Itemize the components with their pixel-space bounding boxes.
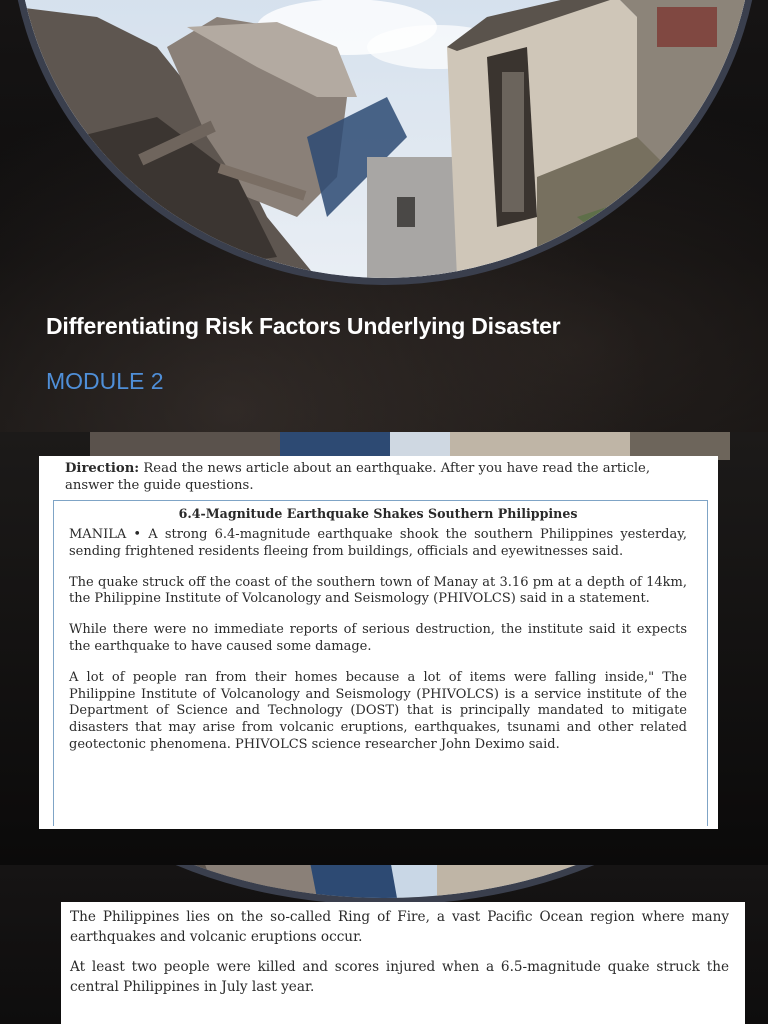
direction-text xyxy=(65,460,692,494)
article-paragraph: At least two people were killed and scores injured when a 6.5-magnitude quake struck the central Philippines in July last year. xyxy=(70,959,729,995)
direction-body: Read the news article about an earthquake. After you have read the article, answer the guide questions. xyxy=(65,461,651,493)
article-paragraph: The Philippines lies on the so-called Ring of Fire, a vast Pacific Ocean region where many earthquakes and volcanic eruptions occur. xyxy=(70,909,729,945)
article-document-continued xyxy=(61,902,745,1024)
article-paragraph: The quake struck off the coast of the southern town of Manay at 3.16 pm at a depth of 14km, the Philippine Institute of Volcanology and Seismology (PHIVOLCS) said in a statement. xyxy=(69,574,687,607)
article-document xyxy=(39,456,718,829)
module-label: MODULE 2 xyxy=(46,368,164,394)
article-slide xyxy=(0,432,768,865)
article-headline: 6.4-Magnitude Earthquake Shakes Southern Philippines xyxy=(178,506,578,521)
earthquake-ruins-photo xyxy=(10,0,760,285)
news-article-box xyxy=(53,500,708,826)
article-paragraph: While there were no immediate reports of serious destruction, the institute said it expects the earthquake to have caused some damage. xyxy=(69,622,687,654)
title-slide xyxy=(0,0,768,432)
slide-title: Differentiating Risk Factors Underlying Disaster xyxy=(46,313,561,339)
article-paragraph: MANILA • A strong 6.4-magnitude earthquake shook the southern Philippines yesterday, sending frightened residents fleeing from buildings, officials and eyewitnesses said. xyxy=(69,527,687,559)
ruins-photo-partial xyxy=(10,865,760,905)
direction-label: Direction: xyxy=(65,461,140,476)
article-paragraph: A lot of people ran from their homes because a lot of items were falling inside," The Philippine Institute of Volcanology and Seismology (PHIVOLCS) is a service institute of the Department of Science and Technology (DOST) that is principally mandated to mitigate disasters that may arise from volcanic eruptions, earthquakes, tsunami and other related geotectonic phenomena. PHIVOLCS science researcher John Deximo said. xyxy=(69,669,687,752)
article-continued-slide xyxy=(0,865,768,1024)
